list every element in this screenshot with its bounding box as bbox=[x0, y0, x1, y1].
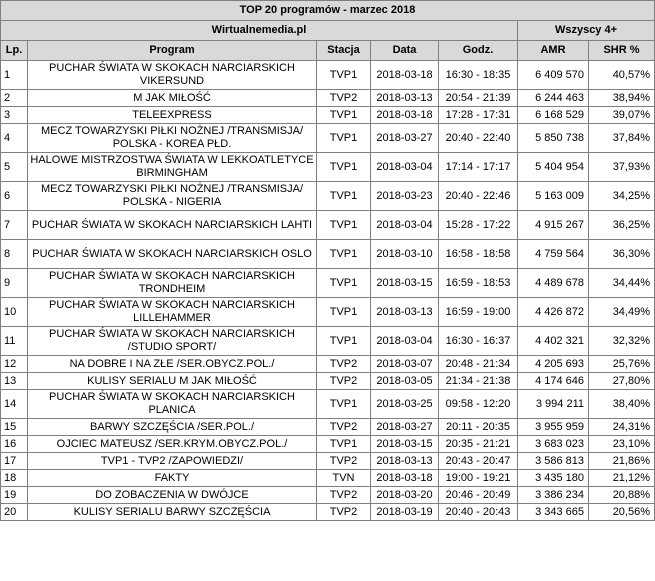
cell-date: 2018-03-07 bbox=[371, 356, 439, 373]
table-row bbox=[1, 373, 655, 390]
cell-time: 16:59 - 19:00 bbox=[439, 298, 518, 327]
cell-program: FAKTY bbox=[28, 470, 317, 487]
cell-date: 2018-03-13 bbox=[371, 90, 439, 107]
col-header-program: Program bbox=[28, 41, 317, 61]
cell-time: 17:14 - 17:17 bbox=[439, 153, 518, 182]
cell-amr: 4 759 564 bbox=[518, 240, 589, 269]
cell-amr: 4 174 646 bbox=[518, 373, 589, 390]
cell-lp: 7 bbox=[1, 211, 28, 240]
table-row bbox=[1, 436, 655, 453]
cell-shr: 40,57% bbox=[589, 61, 655, 90]
cell-date: 2018-03-20 bbox=[371, 487, 439, 504]
table-row bbox=[1, 124, 655, 153]
cell-amr: 6 409 570 bbox=[518, 61, 589, 90]
cell-shr: 36,30% bbox=[589, 240, 655, 269]
cell-shr: 34,25% bbox=[589, 182, 655, 211]
cell-station: TVP1 bbox=[317, 436, 371, 453]
cell-station: TVP2 bbox=[317, 419, 371, 436]
cell-amr: 5 850 738 bbox=[518, 124, 589, 153]
cell-lp: 20 bbox=[1, 504, 28, 521]
cell-program: PUCHAR ŚWIATA W SKOKACH NARCIARSKICH OSLO bbox=[28, 240, 317, 269]
table-row bbox=[1, 182, 655, 211]
cell-date: 2018-03-18 bbox=[371, 470, 439, 487]
cell-date: 2018-03-27 bbox=[371, 419, 439, 436]
cell-station: TVP1 bbox=[317, 269, 371, 298]
cell-amr: 3 586 813 bbox=[518, 453, 589, 470]
col-header-time: Godz. bbox=[439, 41, 518, 61]
table-row bbox=[1, 470, 655, 487]
cell-shr: 37,93% bbox=[589, 153, 655, 182]
cell-amr: 3 343 665 bbox=[518, 504, 589, 521]
cell-station: TVP2 bbox=[317, 453, 371, 470]
cell-station: TVP1 bbox=[317, 124, 371, 153]
cell-time: 16:30 - 16:37 bbox=[439, 327, 518, 356]
cell-date: 2018-03-04 bbox=[371, 327, 439, 356]
cell-shr: 39,07% bbox=[589, 107, 655, 124]
cell-shr: 38,40% bbox=[589, 390, 655, 419]
group-label: Wszyscy 4+ bbox=[518, 21, 655, 41]
cell-lp: 1 bbox=[1, 61, 28, 90]
cell-time: 15:28 - 17:22 bbox=[439, 211, 518, 240]
cell-lp: 8 bbox=[1, 240, 28, 269]
cell-time: 20:35 - 21:21 bbox=[439, 436, 518, 453]
cell-shr: 27,80% bbox=[589, 373, 655, 390]
cell-station: TVP1 bbox=[317, 390, 371, 419]
cell-shr: 34,44% bbox=[589, 269, 655, 298]
cell-program: PUCHAR ŚWIATA W SKOKACH NARCIARSKICH LILLEHAMMER bbox=[28, 298, 317, 327]
table-row bbox=[1, 487, 655, 504]
cell-program: NA DOBRE I NA ZŁE /SER.OBYCZ.POL./ bbox=[28, 356, 317, 373]
cell-shr: 24,31% bbox=[589, 419, 655, 436]
cell-station: TVP2 bbox=[317, 356, 371, 373]
cell-time: 16:58 - 18:58 bbox=[439, 240, 518, 269]
cell-amr: 4 402 321 bbox=[518, 327, 589, 356]
table-row bbox=[1, 298, 655, 327]
cell-date: 2018-03-05 bbox=[371, 373, 439, 390]
cell-amr: 6 168 529 bbox=[518, 107, 589, 124]
source-row bbox=[1, 21, 655, 41]
table-row bbox=[1, 61, 655, 90]
cell-station: TVP2 bbox=[317, 504, 371, 521]
cell-station: TVP1 bbox=[317, 327, 371, 356]
cell-program: PUCHAR ŚWIATA W SKOKACH NARCIARSKICH /STUDIO SPORT/ bbox=[28, 327, 317, 356]
cell-time: 20:46 - 20:49 bbox=[439, 487, 518, 504]
table-row bbox=[1, 211, 655, 240]
cell-station: TVP2 bbox=[317, 90, 371, 107]
cell-date: 2018-03-15 bbox=[371, 436, 439, 453]
cell-station: TVP1 bbox=[317, 61, 371, 90]
cell-shr: 20,56% bbox=[589, 504, 655, 521]
cell-program: HALOWE MISTRZOSTWA ŚWIATA W LEKKOATLETYCE BIRMINGHAM bbox=[28, 153, 317, 182]
cell-program: OJCIEC MATEUSZ /SER.KRYM.OBYCZ.POL./ bbox=[28, 436, 317, 453]
col-header-shr: SHR % bbox=[589, 41, 655, 61]
cell-date: 2018-03-25 bbox=[371, 390, 439, 419]
cell-amr: 4 915 267 bbox=[518, 211, 589, 240]
cell-shr: 21,12% bbox=[589, 470, 655, 487]
cell-lp: 3 bbox=[1, 107, 28, 124]
header-row bbox=[1, 41, 655, 61]
table-row bbox=[1, 390, 655, 419]
cell-lp: 13 bbox=[1, 373, 28, 390]
cell-lp: 5 bbox=[1, 153, 28, 182]
cell-lp: 4 bbox=[1, 124, 28, 153]
cell-station: TVP1 bbox=[317, 211, 371, 240]
cell-program: KULISY SERIALU BARWY SZCZĘŚCIA bbox=[28, 504, 317, 521]
cell-date: 2018-03-27 bbox=[371, 124, 439, 153]
cell-date: 2018-03-15 bbox=[371, 269, 439, 298]
cell-amr: 3 435 180 bbox=[518, 470, 589, 487]
cell-time: 21:34 - 21:38 bbox=[439, 373, 518, 390]
cell-date: 2018-03-18 bbox=[371, 61, 439, 90]
cell-time: 16:59 - 18:53 bbox=[439, 269, 518, 298]
cell-shr: 23,10% bbox=[589, 436, 655, 453]
col-header-lp: Lp. bbox=[1, 41, 28, 61]
table-row bbox=[1, 107, 655, 124]
cell-lp: 19 bbox=[1, 487, 28, 504]
cell-time: 09:58 - 12:20 bbox=[439, 390, 518, 419]
cell-date: 2018-03-04 bbox=[371, 211, 439, 240]
cell-lp: 15 bbox=[1, 419, 28, 436]
cell-program: MECZ TOWARZYSKI PIŁKI NOŻNEJ /TRANSMISJA/ POLSKA - NIGERIA bbox=[28, 182, 317, 211]
cell-time: 20:40 - 20:43 bbox=[439, 504, 518, 521]
cell-lp: 18 bbox=[1, 470, 28, 487]
table-row bbox=[1, 269, 655, 298]
cell-shr: 32,32% bbox=[589, 327, 655, 356]
title-row bbox=[1, 1, 655, 21]
cell-lp: 12 bbox=[1, 356, 28, 373]
cell-amr: 3 386 234 bbox=[518, 487, 589, 504]
cell-amr: 3 994 211 bbox=[518, 390, 589, 419]
cell-shr: 37,84% bbox=[589, 124, 655, 153]
cell-program: PUCHAR ŚWIATA W SKOKACH NARCIARSKICH LAHTI bbox=[28, 211, 317, 240]
cell-lp: 17 bbox=[1, 453, 28, 470]
cell-date: 2018-03-18 bbox=[371, 107, 439, 124]
cell-time: 20:48 - 21:34 bbox=[439, 356, 518, 373]
cell-lp: 10 bbox=[1, 298, 28, 327]
cell-date: 2018-03-13 bbox=[371, 453, 439, 470]
cell-amr: 6 244 463 bbox=[518, 90, 589, 107]
cell-amr: 5 404 954 bbox=[518, 153, 589, 182]
cell-station: TVP1 bbox=[317, 107, 371, 124]
cell-lp: 2 bbox=[1, 90, 28, 107]
table-row bbox=[1, 356, 655, 373]
cell-shr: 36,25% bbox=[589, 211, 655, 240]
cell-station: TVN bbox=[317, 470, 371, 487]
cell-program: BARWY SZCZĘŚCIA /SER.POL./ bbox=[28, 419, 317, 436]
cell-station: TVP1 bbox=[317, 182, 371, 211]
cell-shr: 21,86% bbox=[589, 453, 655, 470]
table-row bbox=[1, 419, 655, 436]
cell-time: 19:00 - 19:21 bbox=[439, 470, 518, 487]
cell-date: 2018-03-23 bbox=[371, 182, 439, 211]
cell-program: TVP1 - TVP2 /ZAPOWIEDZI/ bbox=[28, 453, 317, 470]
cell-amr: 4 205 693 bbox=[518, 356, 589, 373]
table-row bbox=[1, 504, 655, 521]
cell-amr: 5 163 009 bbox=[518, 182, 589, 211]
cell-shr: 38,94% bbox=[589, 90, 655, 107]
cell-lp: 11 bbox=[1, 327, 28, 356]
cell-date: 2018-03-10 bbox=[371, 240, 439, 269]
cell-station: TVP1 bbox=[317, 153, 371, 182]
table-title: TOP 20 programów - marzec 2018 bbox=[1, 1, 655, 21]
cell-program: MECZ TOWARZYSKI PIŁKI NOŻNEJ /TRANSMISJA/ POLSKA - KOREA PŁD. bbox=[28, 124, 317, 153]
cell-time: 20:40 - 22:40 bbox=[439, 124, 518, 153]
cell-station: TVP1 bbox=[317, 298, 371, 327]
cell-date: 2018-03-19 bbox=[371, 504, 439, 521]
cell-time: 20:11 - 20:35 bbox=[439, 419, 518, 436]
table-row bbox=[1, 453, 655, 470]
cell-time: 17:28 - 17:31 bbox=[439, 107, 518, 124]
cell-lp: 6 bbox=[1, 182, 28, 211]
table-row bbox=[1, 153, 655, 182]
cell-lp: 14 bbox=[1, 390, 28, 419]
table-row bbox=[1, 240, 655, 269]
col-header-amr: AMR bbox=[518, 41, 589, 61]
cell-lp: 16 bbox=[1, 436, 28, 453]
cell-program: M JAK MIŁOŚĆ bbox=[28, 90, 317, 107]
cell-program: PUCHAR ŚWIATA W SKOKACH NARCIARSKICH TRONDHEIM bbox=[28, 269, 317, 298]
cell-amr: 4 426 872 bbox=[518, 298, 589, 327]
cell-amr: 3 683 023 bbox=[518, 436, 589, 453]
cell-time: 16:30 - 18:35 bbox=[439, 61, 518, 90]
cell-shr: 25,76% bbox=[589, 356, 655, 373]
cell-shr: 20,88% bbox=[589, 487, 655, 504]
cell-date: 2018-03-04 bbox=[371, 153, 439, 182]
table-row bbox=[1, 327, 655, 356]
table-row bbox=[1, 90, 655, 107]
cell-date: 2018-03-13 bbox=[371, 298, 439, 327]
cell-program: PUCHAR ŚWIATA W SKOKACH NARCIARSKICH PLANICA bbox=[28, 390, 317, 419]
cell-time: 20:43 - 20:47 bbox=[439, 453, 518, 470]
col-header-station: Stacja bbox=[317, 41, 371, 61]
cell-program: PUCHAR ŚWIATA W SKOKACH NARCIARSKICH VIKERSUND bbox=[28, 61, 317, 90]
cell-program: KULISY SERIALU M JAK MIŁOŚĆ bbox=[28, 373, 317, 390]
cell-station: TVP2 bbox=[317, 487, 371, 504]
cell-time: 20:54 - 21:39 bbox=[439, 90, 518, 107]
cell-shr: 34,49% bbox=[589, 298, 655, 327]
cell-program: DO ZOBACZENIA W DWÓJCE bbox=[28, 487, 317, 504]
cell-program: TELEEXPRESS bbox=[28, 107, 317, 124]
cell-amr: 3 955 959 bbox=[518, 419, 589, 436]
cell-lp: 9 bbox=[1, 269, 28, 298]
col-header-date: Data bbox=[371, 41, 439, 61]
source-label: Wirtualnemedia.pl bbox=[1, 21, 518, 41]
cell-station: TVP2 bbox=[317, 373, 371, 390]
cell-amr: 4 489 678 bbox=[518, 269, 589, 298]
cell-station: TVP1 bbox=[317, 240, 371, 269]
cell-time: 20:40 - 22:46 bbox=[439, 182, 518, 211]
